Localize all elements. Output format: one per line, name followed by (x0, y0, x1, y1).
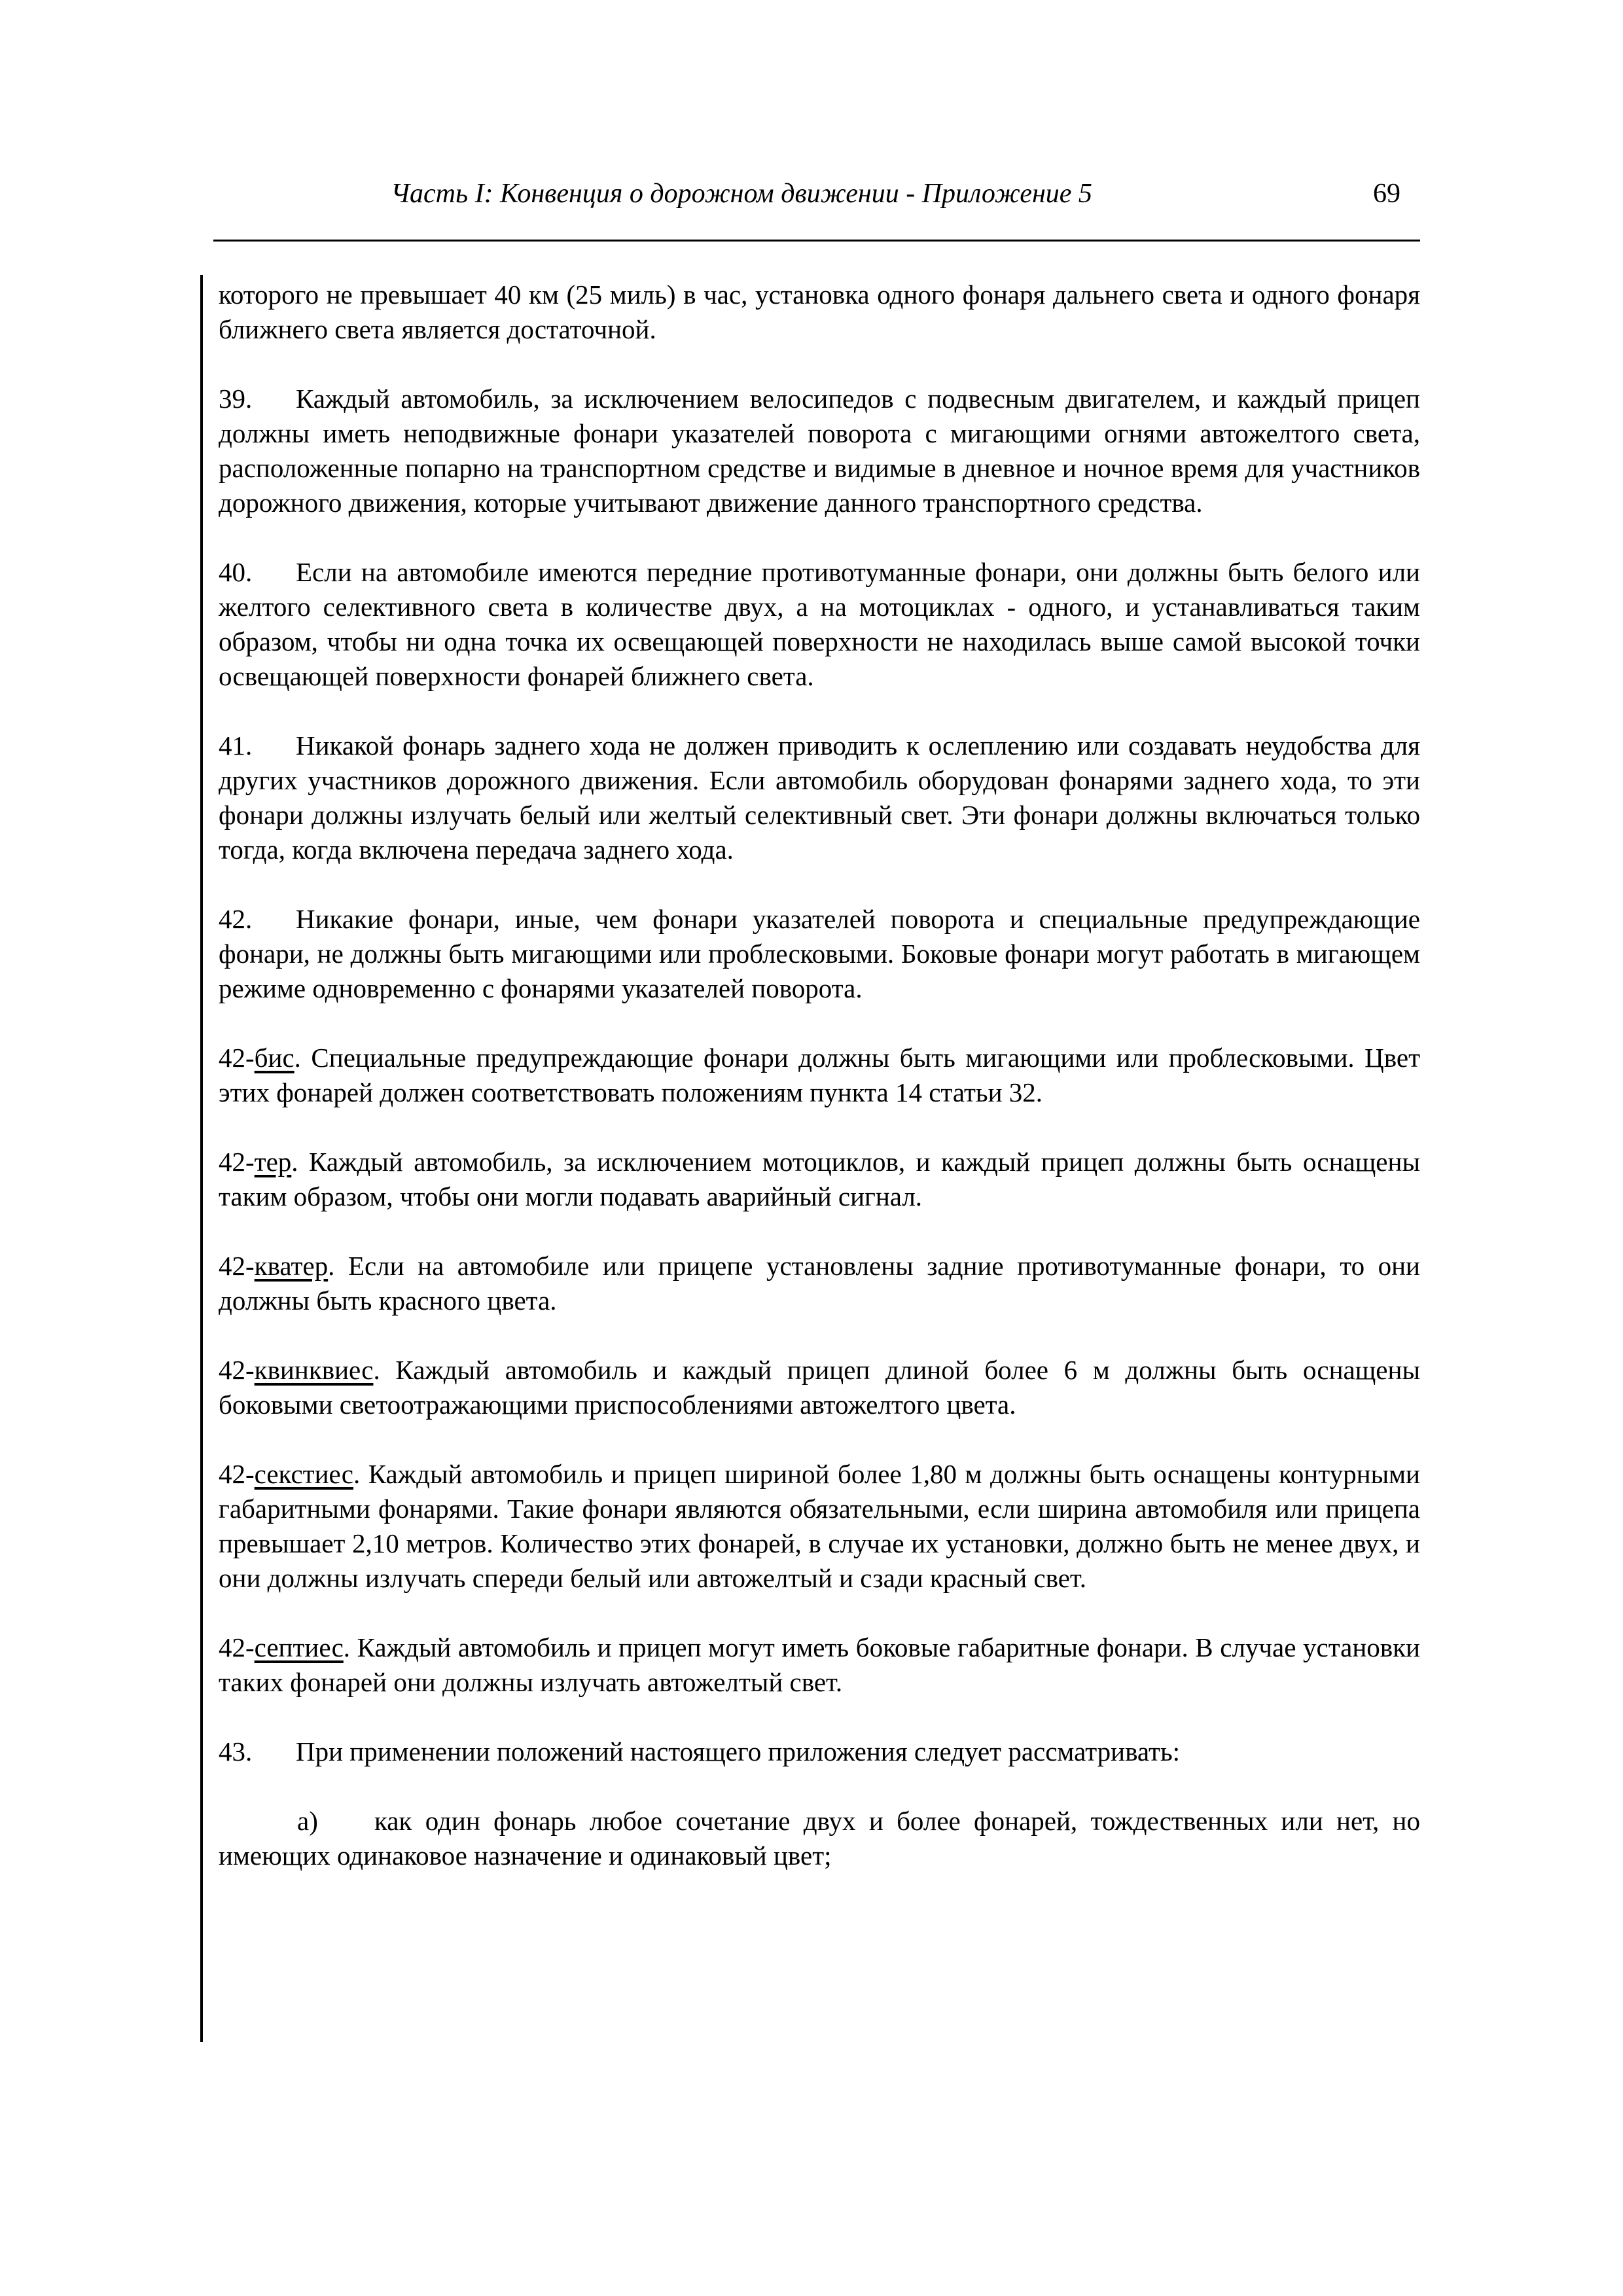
paragraph-suffix: секстиес (254, 1459, 353, 1489)
paragraph-43 (219, 1734, 1420, 1769)
paragraph-40 (219, 555, 1420, 694)
paragraph-number: 42. (219, 904, 253, 934)
paragraph-text: . Каждый автомобиль и прицеп шириной более 1,80 м должны быть оснащены контурными габаритными фонарями. Такие фонари являются обязательными, если ширина автомобиля или прицепа превышает 2,10 метров. Количество этих фонарей, в случае их установки, должно быть не менее двух, и они должны излучать спереди белый или автожелтый и сзади красный свет. (219, 1459, 1420, 1593)
subparagraph-label: а) (297, 1806, 318, 1836)
paragraph-text: При применении положений настоящего приложения следует рассматривать: (296, 1736, 1181, 1767)
paragraph-number: 39. (219, 384, 253, 414)
paragraph-42-septies (219, 1630, 1420, 1700)
paragraph-prefix: 42- (219, 1632, 255, 1662)
paragraph-text: Никакой фонарь заднего хода не должен приводить к ослеплению или создавать неудобства для других участников дорожного движения. Если автомобиль оборудован фонарями заднего хода, то эти фонари должны излучать белый или желтый селективный свет. Эти фонари должны включаться только тогда, когда включена передача заднего хода. (219, 730, 1420, 865)
paragraph-text: . Каждый автомобиль и прицеп могут иметь боковые габаритные фонари. В случае установки таких фонарей они должны излучать автожелтый свет. (219, 1632, 1420, 1697)
paragraph-text: . Специальные предупреждающие фонари должны быть мигающими или проблесковыми. Цвет этих фонарей должен соответствовать положениям пункта 14 статьи 32. (219, 1043, 1420, 1107)
paragraph-text: . Каждый автомобиль и каждый прицеп длиной более 6 м должны быть оснащены боковыми светоотражающими приспособлениями автожелтого цвета. (219, 1355, 1420, 1420)
paragraph-42-quater (219, 1249, 1420, 1318)
paragraph-suffix: кватер (254, 1251, 329, 1281)
page-number: 69 (1373, 179, 1400, 209)
paragraph-prefix: 42- (219, 1355, 255, 1385)
paragraph-text: Каждый автомобиль, за исключением велосипедов с подвесным двигателем, и каждый прицеп должны иметь неподвижные фонари указателей поворота с мигающими огнями автожелтого света, расположенные попарно на транспортном средстве и видимые в дневное и ночное время для участников дорожного движения, которые учитывают движение данного транспортного средства. (219, 384, 1420, 518)
paragraph-suffix: септиес (254, 1632, 344, 1662)
paragraph-39 (219, 382, 1420, 520)
paragraph-suffix: тер (254, 1147, 292, 1177)
subparagraph-text: как один фонарь любое сочетание двух и более фонарей, тождественных или нет, но имеющих одинаковое назначение и одинаковый цвет; (219, 1806, 1420, 1871)
subparagraph-a (219, 1804, 1420, 1873)
paragraph-42-ter (219, 1145, 1420, 1214)
margin-change-bar (200, 275, 203, 2042)
paragraph-prefix: 42- (219, 1147, 255, 1177)
paragraph-number: 43. (219, 1736, 253, 1767)
paragraph-suffix: квинквиес (254, 1355, 374, 1385)
paragraph-text: . Если на автомобиле или прицепе установлены задние противотуманные фонари, то они должны быть красного цвета. (219, 1251, 1420, 1316)
paragraph-42 (219, 902, 1420, 1006)
paragraph-text: Никакие фонари, иные, чем фонари указателей поворота и специальные предупреждающие фонари, не должны быть мигающими или проблесковыми. Боковые фонари могут работать в мигающем режиме одновременно с фонарями указателей поворота. (219, 904, 1420, 1003)
header-title: Часть I: Конвенция о дорожном движении - Приложение 5 (391, 179, 1092, 209)
paragraph-42-quinquies (219, 1353, 1420, 1422)
paragraph-text: . Каждый автомобиль, за исключением мотоциклов, и каждый прицеп должны быть оснащены таким образом, чтобы они могли подавать аварийный сигнал. (219, 1147, 1420, 1211)
paragraph-suffix: бис (254, 1043, 294, 1073)
paragraph-41 (219, 728, 1420, 867)
document-body (219, 278, 1420, 1908)
paragraph-42-sexies (219, 1457, 1420, 1596)
paragraph-42-bis (219, 1041, 1420, 1110)
paragraph-number: 41. (219, 730, 253, 761)
header-rule (213, 240, 1420, 242)
paragraph-prefix: 42- (219, 1043, 255, 1073)
page-header (213, 174, 1420, 213)
paragraph-prefix: 42- (219, 1459, 255, 1489)
paragraph-continuation: которого не превышает 40 км (25 миль) в час, установка одного фонаря дальнего света и одного фонаря ближнего света является достаточной. (219, 279, 1420, 344)
paragraph-text: Если на автомобиле имеются передние противотуманные фонари, они должны быть белого или желтого селективного света в количестве двух, а на мотоциклах - одного, и устанавливаться таким образом, чтобы ни одна точка их освещающей поверхности не находилась выше самой высокой точки освещающей поверхности фонарей ближнего света. (219, 557, 1420, 691)
paragraph-number: 40. (219, 557, 253, 587)
paragraph-prefix: 42- (219, 1251, 255, 1281)
